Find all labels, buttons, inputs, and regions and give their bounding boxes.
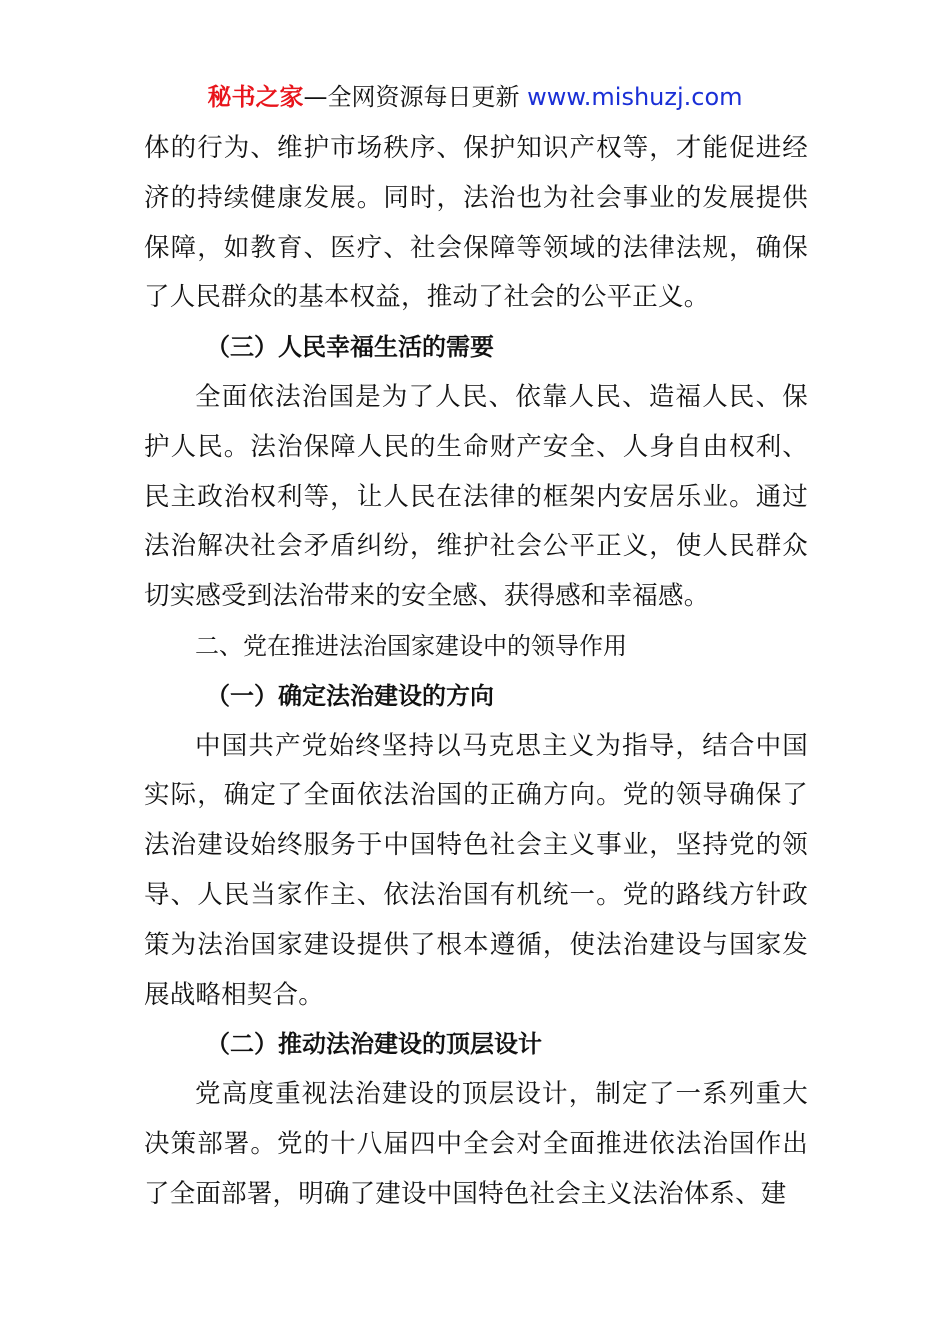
paragraph-people: 全面依法治国是为了人民、依靠人民、造福人民、保护人民。法治保障人民的生命财产安全、人身自由权利、民主政治权利等，让人民在法律的框架内安居乐业。通过法治解决社会矛盾纠纷，维护社会公平正义，使人民群众切实感受到法治带来的安全感、获得感和幸福感。 xyxy=(144,381,808,612)
document-body xyxy=(144,124,808,1220)
site-header xyxy=(0,80,950,114)
site-brand: 秘书之家 xyxy=(207,83,304,111)
site-url-link[interactable]: www.mishuzj.com xyxy=(527,83,743,111)
subheading-direction: （一）确定法治建设的方向 xyxy=(206,681,494,710)
site-tagline: —全网资源每日更新 xyxy=(303,83,528,111)
paragraph-top-level-design: 党高度重视法治建设的顶层设计，制定了一系列重大决策部署。党的十八届四中全会对全面推进依法治国作出了全面部署，明确了建设中国特色社会主义法治体系、建 xyxy=(144,1079,808,1209)
subheading-people-happiness: （三）人民幸福生活的需要 xyxy=(206,333,494,362)
section-heading-party-leadership: 二、党在推进法治国家建设中的领导作用 xyxy=(195,631,627,660)
paragraph-direction: 中国共产党始终坚持以马克思主义为指导，结合中国实际，确定了全面依法治国的正确方向。党的领导确保了法治建设始终服务于中国特色社会主义事业，坚持党的领导、人民当家作主、依法治国有机统一。党的路线方针政策为法治国家建设提供了根本遵循，使法治建设与国家发展战略相契合。 xyxy=(144,730,808,1010)
paragraph-continued: 体的行为、维护市场秩序、保护知识产权等，才能促进经济的持续健康发展。同时，法治也为社会事业的发展提供保障，如教育、医疗、社会保障等领域的法律法规，确保了人民群众的基本权益，推动了社会的公平正义。 xyxy=(144,133,808,313)
subheading-top-level-design: （二）推动法治建设的顶层设计 xyxy=(206,1030,542,1059)
